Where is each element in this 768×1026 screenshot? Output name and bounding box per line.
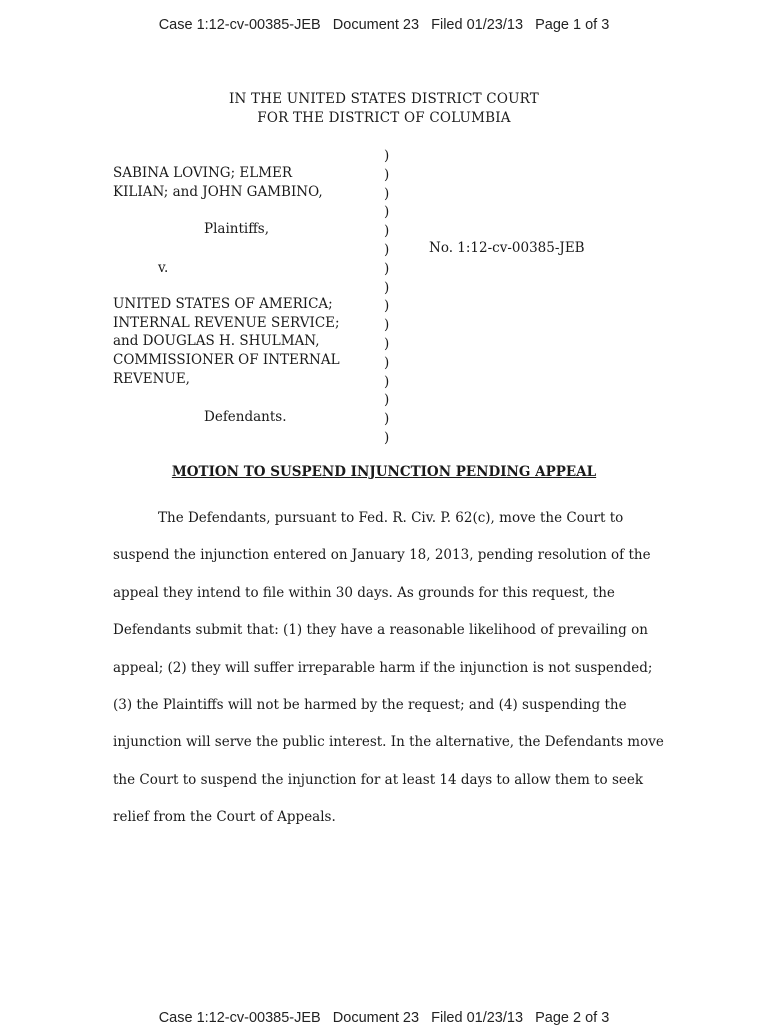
caption-parenthesis: ) <box>384 373 390 390</box>
case-number: No. 1:12-cv-00385-JEB <box>429 240 585 256</box>
defendants-names-line5: REVENUE, <box>113 371 190 387</box>
motion-title: MOTION TO SUSPEND INJUNCTION PENDING APPEAL <box>171 464 597 480</box>
plaintiffs-label: Plaintiffs, <box>204 221 270 237</box>
defendants-names-line1: UNITED STATES OF AMERICA; <box>113 296 333 312</box>
body-line: (3) the Plaintiffs will not be harmed by the request; and (4) suspending the <box>113 697 627 714</box>
caption-parenthesis: ) <box>384 241 390 258</box>
caption-parenthesis: ) <box>384 335 390 352</box>
caption-parenthesis: ) <box>384 223 390 240</box>
body-line: appeal they intend to file within 30 days. As grounds for this request, the <box>113 584 615 601</box>
caption-parenthesis: ) <box>384 317 390 334</box>
plaintiffs-names-line1: SABINA LOVING; ELMER <box>113 165 293 181</box>
body-line: appeal; (2) they will suffer irreparable harm if the injunction is not suspended; <box>113 659 653 676</box>
caption-parenthesis: ) <box>384 279 390 296</box>
caption-parenthesis: ) <box>384 148 390 164</box>
caption-parenthesis: ) <box>384 260 390 277</box>
motion-body <box>113 500 664 837</box>
versus: v. <box>158 260 169 276</box>
body-line: The Defendants, pursuant to Fed. R. Civ. P. 62(c), move the Court to <box>158 510 624 526</box>
caption-parenthesis: ) <box>384 185 390 202</box>
defendants-names-line3: and DOUGLAS H. SHULMAN, <box>113 333 320 349</box>
body-line: injunction will serve the public interest. In the alternative, the Defendants move <box>113 734 664 751</box>
body-line: Defendants submit that: (1) they have a reasonable likelihood of prevailing on <box>113 622 648 639</box>
caption-parenthesis: ) <box>384 166 390 183</box>
caption-parenthesis: ) <box>384 392 390 409</box>
plaintiffs-names-line2: KILIAN; and JOHN GAMBINO, <box>113 184 323 200</box>
body-line: relief from the Court of Appeals. <box>113 809 336 826</box>
court-name-line2: FOR THE DISTRICT OF COLUMBIA <box>257 110 511 126</box>
caption-parenthesis: ) <box>384 298 390 315</box>
caption-parenthesis: ) <box>384 204 390 221</box>
page-header: Case 1:12-cv-00385-JEB Document 23 Filed 01/23/13 Page 1 of 3 <box>158 17 610 33</box>
caption-parenthesis: ) <box>384 429 390 446</box>
defendants-label: Defendants. <box>204 409 287 425</box>
body-line: suspend the injunction entered on January 18, 2013, pending resolution of the <box>113 547 651 564</box>
court-name-line1: IN THE UNITED STATES DISTRICT COURT <box>228 91 540 107</box>
next-page-header: Case 1:12-cv-00385-JEB Document 23 Filed 01/23/13 Page 2 of 3 <box>158 1010 610 1026</box>
defendants-names-line2: INTERNAL REVENUE SERVICE; <box>113 315 340 331</box>
body-line: the Court to suspend the injunction for at least 14 days to allow them to seek <box>113 771 644 788</box>
defendants-names-line4: COMMISSIONER OF INTERNAL <box>113 352 340 368</box>
caption-parenthesis: ) <box>384 411 390 428</box>
caption-parenthesis: ) <box>384 354 390 371</box>
caption-parenthesis-column <box>384 147 394 448</box>
